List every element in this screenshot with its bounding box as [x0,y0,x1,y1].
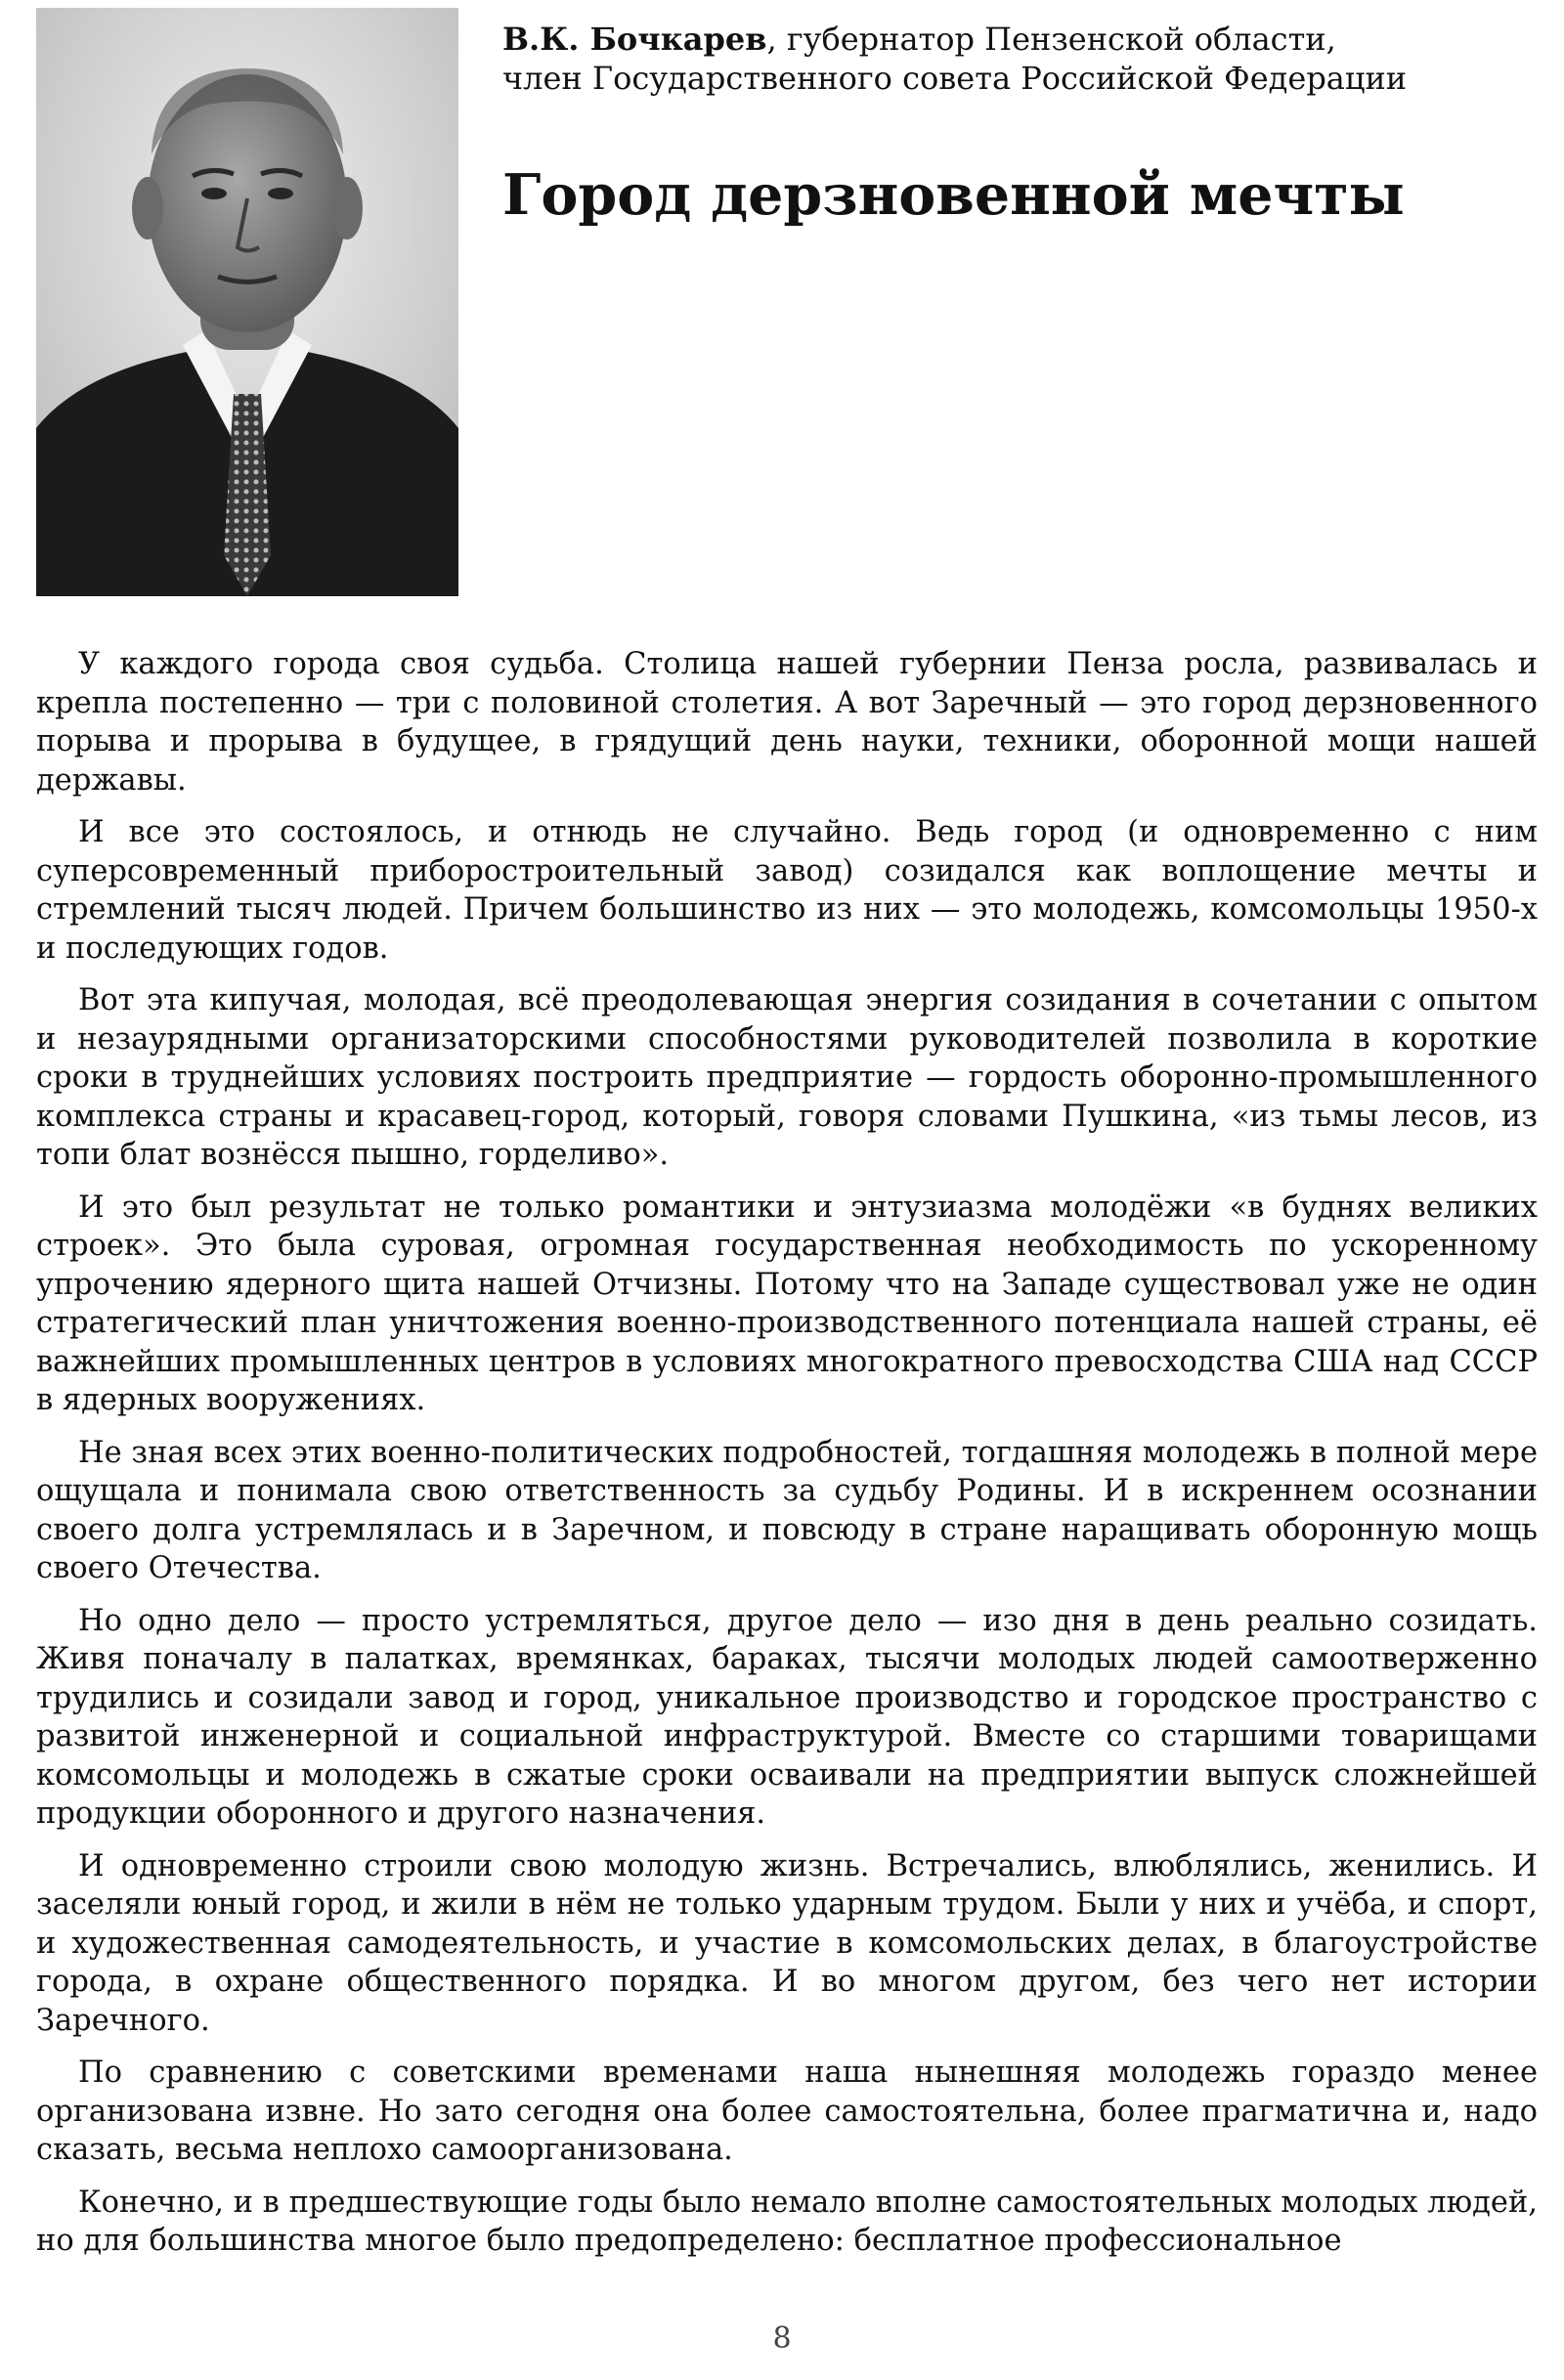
article-body [36,645,1538,2274]
paragraph: И все это состоялось, и отнюдь не случайно. Ведь город (и одновременно с ним суперсовременный приборостроительный завод) созидался как воплощение мечты и стремлений тысяч людей. Причем большинство из них — это молодежь, комсомольцы 1950-х и последующих годов. [36,815,1538,966]
author-position: , губернатор Пензенской области, [766,21,1336,58]
right-eye [268,188,293,199]
page-number: 8 [772,2321,792,2356]
article-title: Город дерзновенной мечты [502,162,1405,228]
paragraph: И одновременно строили свою молодую жизнь. Встречались, влюблялись, женились. И заселяли юный город, и жили в нём не только ударным трудом. Были у них и учёба, и спорт, и художественная самодеятельность, и участие в комсомольских делах, в благоустройстве города, в охране общественного порядка. И во многом другом, без чего нет истории Заречного. [36,1848,1538,2038]
paragraph: И это был результат не только романтики и энтузиазма молодёжи «в буднях великих строек». Это была суровая, огромная государственная необходимость по ускоренному упрочению ядерного щита нашей Отчизны. Потому что на Западе существовал уже не один стратегический план уничтожения военно-производственного потенциала нашей страны, её важнейших промышленных центров в условиях многократного превосходства США над СССР в ядерных вооружениях. [36,1190,1538,1417]
paragraph: По сравнению с советскими временами наша нынешняя молодежь гораздо менее организована извне. Но зато сегодня она более самостоятельна, более прагматична и, надо сказать, весьма неплохо самоорганизована. [36,2055,1538,2167]
author-portrait [36,8,458,596]
left-ear [132,177,163,239]
right-ear [331,177,363,239]
person-photo-icon [36,8,458,596]
paragraph: Конечно, и в предшествующие годы было немало вполне самостоятельных молодых людей, но для большинства многое было предопределено: бесплатное профессиональное [36,2185,1538,2258]
author-line-1 [502,20,1539,59]
author-byline [502,20,1539,98]
paragraph: У каждого города своя судьба. Столица нашей губернии Пенза росла, развивалась и крепла постепенно — три с половиной столетия. А вот Заречный — это город дерзновенного порыва и прорыва в будущее, в грядущий день науки, техники, оборонной мощи нашей державы. [36,647,1538,798]
paragraph: Не зная всех этих военно-политических подробностей, тогдашняя молодежь в полной мере ощущала и понимала свою ответственность за судьбу Родины. И в искреннем осознании своего долга устремлялась и в Заречном, и повсюду в стране наращивать оборонную мощь своего Отечества. [36,1435,1538,1585]
paragraph: Вот эта кипучая, молодая, всё преодолевающая энергия созидания в сочетании с опытом и незаурядными организаторскими способностями руководителей позволила в короткие сроки в труднейших условиях построить предприятие — гордость оборонно-промышленного комплекса страны и красавец-город, который, говоря словами Пушкина, «из тьмы лесов, из топи блат вознёсся пышно, горделиво». [36,983,1538,1172]
paragraph: Но одно дело — просто устремляться, другое дело — изо дня в день реально созидать. Живя поначалу в палатках, времянках, бараках, тысячи молодых людей самоотверженно трудились и созидали завод и город, уникальное производство и городское пространство с развитой инженерной и социальной инфраструктурой. Вместе со старшими товарищами комсомольцы и молодежь в сжатые сроки осваивали на предприятии выпуск сложнейшей продукции оборонного и другого назначения. [36,1603,1538,1831]
author-line-2: член Государственного совета Российской Федерации [502,60,1408,97]
left-eye [201,188,227,199]
author-name: В.К. Бочкарев [502,21,767,58]
